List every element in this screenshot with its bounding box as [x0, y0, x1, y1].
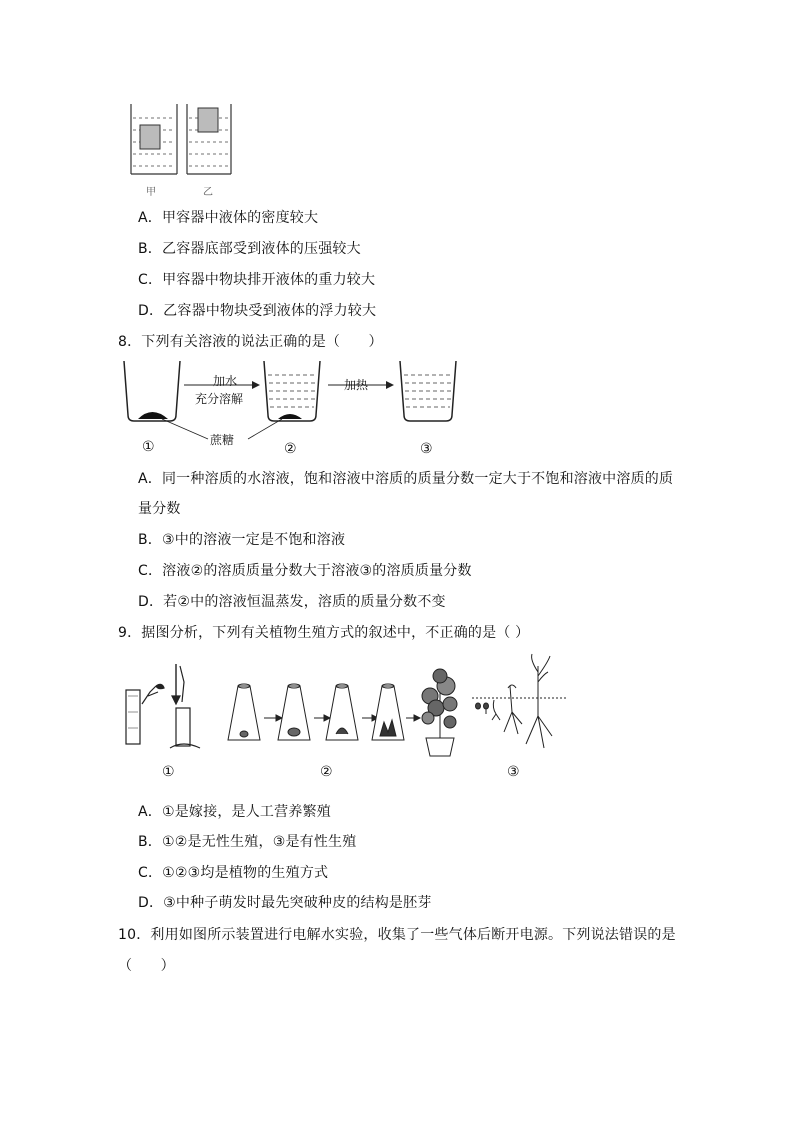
beaker-label-2: ②	[284, 441, 297, 457]
beaker-label-1: ①	[142, 439, 155, 455]
beaker-label-3: ③	[420, 441, 433, 457]
q9-figure	[120, 652, 580, 767]
q8-option-a-cont: 量分数	[138, 501, 181, 517]
q7-option-a: A．甲容器中液体的密度较大	[138, 210, 319, 226]
q8-option-d: D．若②中的溶液恒温蒸发，溶质的质量分数不变	[138, 594, 446, 610]
q9-label-2: ②	[320, 764, 333, 780]
sugar-label: 蔗糖	[210, 433, 235, 447]
seed-germination-illustration	[472, 654, 568, 748]
block-yi	[198, 108, 218, 132]
q9-option-c: C．①②③均是植物的生殖方式	[138, 865, 329, 881]
container-jia	[131, 104, 177, 174]
sugar-pointer-2	[248, 419, 282, 439]
q7-option-d: D．乙容器中物块受到液体的浮力较大	[138, 303, 377, 319]
beaker-3	[400, 361, 456, 421]
label-yi: 乙	[203, 187, 213, 198]
q8-option-c: C．溶液②的溶质质量分数大于溶液③的溶质质量分数	[138, 563, 472, 579]
arrow1-top-label: 加水	[213, 374, 238, 388]
q8-stem: 8．下列有关溶液的说法正确的是（ ）	[118, 334, 383, 350]
q9-label-1: ①	[162, 764, 175, 780]
q8-option-a: A．同一种溶质的水溶液，饱和溶液中溶质的质量分数一定大于不饱和溶液中溶质的质	[138, 471, 674, 487]
sugar-pile-1	[138, 412, 168, 419]
block-jia	[140, 125, 160, 149]
q9-option-d: D．③中种子萌发时最先突破种皮的结构是胚芽	[138, 895, 432, 911]
q9-label-3: ③	[507, 764, 520, 780]
grafting-illustration	[126, 664, 200, 748]
sugar-pointer-1	[162, 419, 208, 439]
q9-stem: 9．据图分析，下列有关植物生殖方式的叙述中，不正确的是（ ）	[118, 625, 530, 641]
arrow1-bottom-label: 充分溶解	[195, 392, 244, 406]
q8-option-b: B．③中的溶液一定是不饱和溶液	[138, 532, 346, 548]
q7-option-c: C．甲容器中物块排开液体的重力较大	[138, 272, 376, 288]
q10-stem-line1: 10．利用如图所示装置进行电解水实验，收集了一些气体后断开电源。下列说法错误的是	[118, 927, 676, 943]
q10-stem-line2: （ ）	[118, 958, 175, 974]
q9-option-b: B．①②是无性生殖，③是有性生殖	[138, 834, 357, 850]
q7-figure	[125, 100, 245, 180]
label-jia: 甲	[146, 187, 156, 198]
q9-option-a: A．①是嫁接，是人工营养繁殖	[138, 804, 331, 820]
sugar-pile-2	[278, 414, 302, 419]
q7-option-b: B．乙容器底部受到液体的压强较大	[138, 241, 361, 257]
arrow2-label: 加热	[344, 378, 369, 392]
beaker-2	[264, 361, 320, 421]
container-yi	[187, 104, 231, 174]
beaker-1	[124, 361, 180, 421]
tissue-culture-illustration	[228, 669, 457, 756]
